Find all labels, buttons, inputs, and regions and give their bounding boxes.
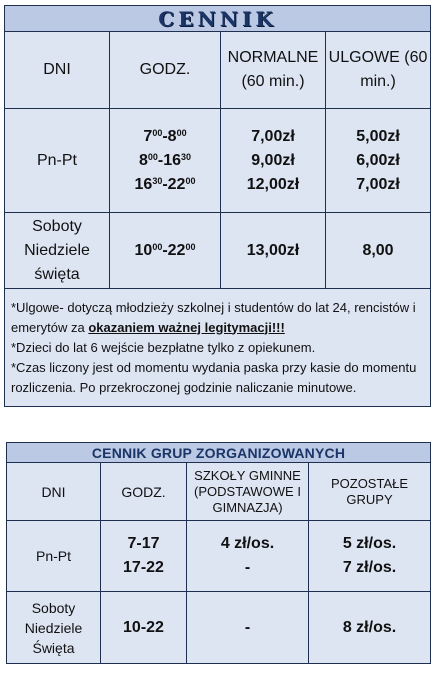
group-row-weekday-schools: 4 zł/os. - xyxy=(187,521,309,592)
row-weekend-hours: $10^{00}-22^{00}$ xyxy=(110,213,221,289)
note-reduced: *Ulgowe- dotyczą młodzieży szkolnej i studentów do lat 24, rencistów i emerytów za okazaniem ważnej legitymacji!!! xyxy=(11,299,416,335)
group-row-weekend-schools: - xyxy=(187,592,309,664)
group-row-weekday-day: Pn-Pt xyxy=(7,521,101,592)
price: 5,00zł xyxy=(356,127,400,145)
row-weekday-reduced xyxy=(326,109,431,213)
price: 7,00zł xyxy=(356,175,400,193)
group-row-weekday-other: 5 zł/os. 7 zł/os. xyxy=(309,521,431,592)
group-header-days: DNI xyxy=(7,463,101,521)
row-weekend-day: Soboty Niedziele święta xyxy=(5,213,110,289)
row-weekend-normal: 13,00zł xyxy=(221,213,326,289)
row-weekday-hours xyxy=(110,109,221,213)
price: 6,00zł xyxy=(356,151,400,169)
hour-range: $16^{30}-22^{00}$ xyxy=(134,175,196,193)
group-header-hours: GODZ. xyxy=(101,463,187,521)
row-weekend-reduced: 8,00 xyxy=(326,213,431,289)
price: 7,00zł xyxy=(251,127,295,145)
group-row-weekend-other: 8 zł/os. xyxy=(309,592,431,664)
header-reduced: ULGOWE (60 min.) xyxy=(326,32,431,109)
group-price-table xyxy=(6,442,431,664)
price-table-title: CENNIK xyxy=(5,6,431,32)
hour-range: $7^{00}-8^{00}$ xyxy=(143,127,187,145)
row-weekday-normal xyxy=(221,109,326,213)
group-table-title: CENNIK GRUP ZORGANIZOWANYCH xyxy=(7,443,431,463)
header-hours: GODZ. xyxy=(110,32,221,109)
note-time: *Czas liczony jest od momentu wydania paska przy kasie do momentu rozliczenia. Po przekroczonej godzinie naliczanie minutowe. xyxy=(11,359,417,395)
price-table xyxy=(4,5,431,407)
group-header-schools: SZKOŁY GMINNE (PODSTAWOWE I GIMNAZJA) xyxy=(187,463,309,521)
price: 12,00zł xyxy=(246,175,300,193)
header-normal: NORMALNE (60 min.) xyxy=(221,32,326,109)
header-days: DNI xyxy=(5,32,110,109)
note-children: *Dzieci do lat 6 wejście bezpłatne tylko z opiekunem. xyxy=(11,339,316,355)
group-row-weekend-hours: 10-22 xyxy=(101,592,187,664)
hour-range: $8^{00}-16^{30}$ xyxy=(138,151,192,169)
group-row-weekday-hours: 7-17 17-22 xyxy=(101,521,187,592)
group-header-other: POZOSTAŁE GRUPY xyxy=(309,463,431,521)
group-row-weekend-day: Soboty Niedziele Święta xyxy=(7,592,101,664)
row-weekday-day: Pn-Pt xyxy=(5,109,110,213)
price: 9,00zł xyxy=(251,151,295,169)
price-notes xyxy=(5,289,431,407)
